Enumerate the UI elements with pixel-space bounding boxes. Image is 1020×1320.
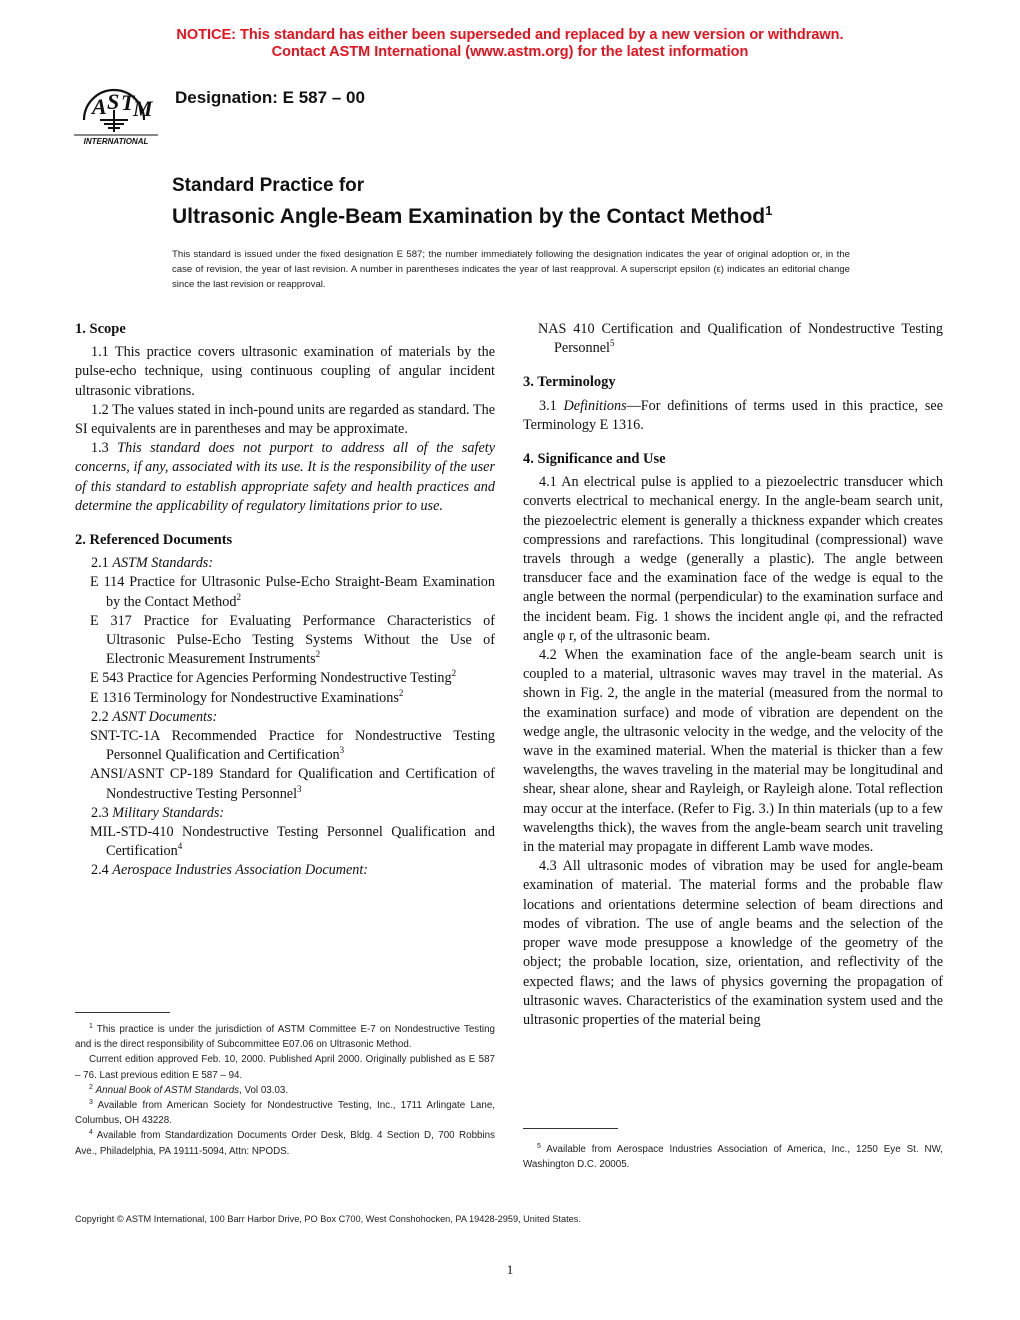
section-heading-significance: 4. Significance and Use xyxy=(523,451,666,468)
footnote-3: $^3$ Available from American Society for Nondestructive Testing, Inc., 1711 Arlingate Lane, Columbus, OH 43228. xyxy=(75,1099,495,1127)
page-number: 1 xyxy=(506,1262,514,1277)
astm-logo-icon xyxy=(70,80,162,148)
ref-e114: E 114 Practice for Ultrasonic Pulse-Echo Straight-Beam Examination by the Contact Method$^2$ xyxy=(90,574,495,610)
supersession-notice xyxy=(0,27,1020,61)
section-heading-terminology: 3. Terminology xyxy=(523,374,616,391)
ref-e543: E 543 Practice for Agencies Performing Nondestructive Testing$^2$ xyxy=(90,668,457,687)
paragraph-4-3: 4.3 All ultrasonic modes of vibration may be used for angle-beam examination of material. The material forms and the probable flaw locations and orientations determine selection of beam directions and modes of vibration. The use of angle beams and the selection of the proper wave mode presuppose a knowledge of the geometry of the object; the probable location, size, orientation, and reflectivity of the expected flaws; and the laws of physics governing the propagation of ultrasonic waves. Characteristics of the examination system used and the ultrasonic properties of the material being xyxy=(523,858,943,1028)
title-line-2: Ultrasonic Angle-Beam Examination by the Contact Method$^1$ xyxy=(172,203,773,228)
title-line-1: Standard Practice for xyxy=(172,175,365,196)
footnote-5: $^5$ Available from Aerospace Industries Association of America, Inc., 1250 Eye St. NW, Washington D.C. 20005. xyxy=(523,1143,943,1171)
left-column xyxy=(75,320,495,881)
paragraph-1-2: 1.2 The values stated in inch-pound units are regarded as standard. The SI equivalents are in parentheses and may be approximate. xyxy=(75,401,495,438)
notice-line-2: Contact ASTM International (www.astm.org) for the latest information xyxy=(271,44,749,60)
ref-e317: E 317 Practice for Evaluating Performance Characteristics of Ultrasonic Pulse-Echo Testing Systems Without the Use of Electronic Measurement Instruments$^2$ xyxy=(90,612,495,668)
svg-text:INTERNATIONAL: INTERNATIONAL xyxy=(83,137,149,146)
paragraph-3-1: 3.1 Definitions—For definitions of terms used in this practice, see Terminology E 1316. xyxy=(523,397,944,433)
section-heading-referenced-documents: 2. Referenced Documents xyxy=(75,532,233,549)
footnote-1: $^1$ This practice is under the jurisdiction of ASTM Committee E-7 on Nondestructive Testing and is the direct responsibility of Subcommittee E07.06 on Ultrasonic Method. xyxy=(75,1023,495,1051)
ref-mil-std-410: MIL-STD-410 Nondestructive Testing Personnel Qualification and Certification$^4$ xyxy=(90,824,495,860)
svg-text:S: S xyxy=(107,89,120,114)
footnote-1-edition: Current edition approved Feb. 10, 2000. Published April 2000. Originally published as E 587 – 76. Last previous edition E 587 – 94. xyxy=(75,1054,495,1081)
paragraph-1-1: 1.1 This practice covers ultrasonic examination of materials by the pulse-echo technique, using continuous coupling of angular incident ultrasonic vibrations. xyxy=(75,344,495,399)
title-footnote-mark: 1 xyxy=(765,203,773,218)
subsection-2-2: 2.2 ASNT Documents: xyxy=(91,708,218,725)
footnote-divider-left xyxy=(75,1012,170,1013)
footnotes-right xyxy=(523,1142,943,1172)
footnote-4: $^4$ Available from Standardization Documents Order Desk, Bldg. 4 Section D, 700 Robbins Ave., Philadelphia, PA 19111-5094, Attn: NPODS. xyxy=(75,1129,495,1157)
designation: Designation: E 587 – 00 xyxy=(175,88,365,107)
footnote-divider-right xyxy=(523,1128,618,1129)
svg-text:T: T xyxy=(121,90,135,115)
subsection-2-1: 2.1 ASTM Standards: xyxy=(91,555,214,572)
paragraph-4-1: 4.1 An electrical pulse is applied to a piezoelectric transducer which converts electrical to mechanical energy. In the angle-beam search unit, the piezoelectric element is generally a thickness expander which creates compressions and rarefactions. This longitudinal (compressional) wave travels through a wedge (generally a plastic). The angle between transducer face and the examination face of the wedge is equal to the angle between the normal (perpendicular) to the examination surface and the incident beam. Fig. 1 shows the incident angle φi, and the refracted angle φ r, of the ultrasonic beam. xyxy=(523,474,943,644)
footnotes-left xyxy=(75,1022,495,1159)
ref-snt-tc-1a: SNT-TC-1A Recommended Practice for Nondestructive Testing Personnel Qualification and Certification$^3$ xyxy=(90,728,495,764)
paragraph-1-3: 1.3 This standard does not purport to address all of the safety concerns, if any, associated with its use. It is the responsibility of the user of this standard to establish appropriate safety and health practices and determine the applicability of regulatory limitations prior to use. xyxy=(75,440,495,514)
footnote-2: $^2$ Annual Book of ASTM Standards, Vol 03.03. xyxy=(89,1083,289,1096)
ref-nas-410: NAS 410 Certification and Qualification of Nondestructive Testing Personnel$^5$ xyxy=(538,321,943,357)
ref-e1316: E 1316 Terminology for Nondestructive Examinations$^2$ xyxy=(90,687,404,706)
section-heading-scope: 1. Scope xyxy=(75,321,126,337)
copyright: Copyright © ASTM International, 100 Barr Harbor Drive, PO Box C700, West Conshohocken, PA 19428-2959, United States. xyxy=(75,1214,581,1224)
svg-text:A: A xyxy=(92,94,107,119)
ref-ansi-asnt-cp-189: ANSI/ASNT CP-189 Standard for Qualification and Certification of Nondestructive Testing Personnel$^3$ xyxy=(90,766,495,802)
paragraph-4-2: 4.2 When the examination face of the angle-beam search unit is coupled to a material, ultrasonic waves may travel in the material. As shown in Fig. 2, the angle in the material (measured from the normal to the examination surface) and mode of vibration are dependent on the wedge angle, the ultrasonic velocity in the wedge, and the velocity of the wave in the examined material. When the material is thicker than a few wavelengths, the waves traveling in the material may be longitudinal and shear, shear alone, shear and Rayleigh, or Rayleigh alone. Total reflection may occur at the interface. (Refer to Fig. 3.) In thin materials (up to a few wavelengths thick), the waves from the angle-beam search unit traveling in the material may propagate in different Lamb wave modes. xyxy=(523,647,943,856)
svg-text:M: M xyxy=(133,96,153,121)
notice-line-1: NOTICE: This standard has either been superseded and replaced by a new version or withdrawn. xyxy=(176,27,844,43)
document-title xyxy=(172,175,772,231)
subsection-2-4: 2.4 Aerospace Industries Association Document: xyxy=(91,862,369,879)
subsection-2-3: 2.3 Military Standards: xyxy=(91,804,225,821)
right-column xyxy=(523,320,943,1030)
issued-note: This standard is issued under the fixed designation E 587; the number immediately following the designation indicates the year of original adoption or, in the case of revision, the year of last revision. A number in parentheses indicates the year of last reapproval. A superscript epsilon (ε) indicates an editorial change since the last revision or reapproval. xyxy=(172,249,850,290)
